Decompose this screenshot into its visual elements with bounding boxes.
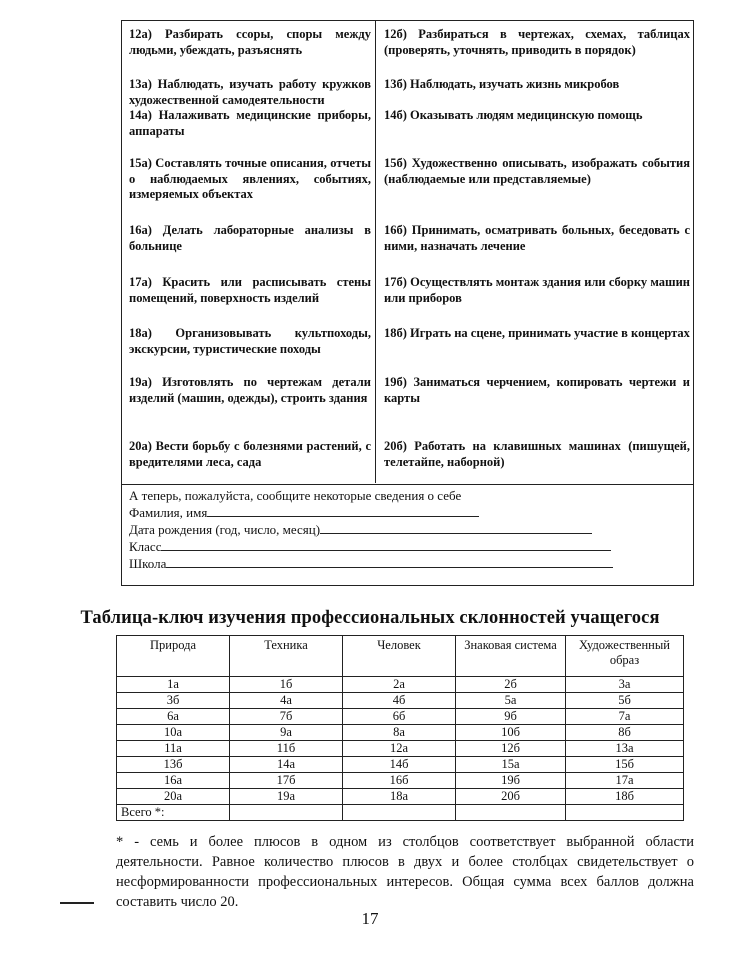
total-cell[interactable] <box>566 805 684 821</box>
header-nature: Природа <box>117 636 230 677</box>
statement-13a[interactable]: 13а) Наблюдать, изучать работу кружков художественной самодеятельности <box>129 77 371 107</box>
margin-mark <box>60 902 94 904</box>
statement-16a[interactable]: 16а) Делать лабораторные анализы в больнице <box>129 223 371 253</box>
total-label: Всего *: <box>117 805 230 821</box>
header-artistic-image: Художественный образ <box>566 636 684 677</box>
class-field[interactable] <box>161 538 611 551</box>
table-cell[interactable]: 1а <box>117 677 230 693</box>
table-cell[interactable]: 20а <box>117 789 230 805</box>
class-label: Класс <box>129 539 162 554</box>
intro-text: А теперь, пожалуйста, сообщите некоторые сведения о себе <box>129 488 462 503</box>
table-row <box>117 693 684 709</box>
table-cell[interactable]: 7а <box>566 709 684 725</box>
statement-12a[interactable]: 12а) Разбирать ссоры, споры между людьми, убеждать, разъяснять <box>129 27 371 57</box>
table-cell[interactable]: 9а <box>230 725 343 741</box>
header-technique: Техника <box>230 636 343 677</box>
table-cell[interactable]: 6б <box>343 709 456 725</box>
birth-date-label: Дата рождения (год, число, месяц) <box>129 522 321 537</box>
table-cell[interactable]: 17б <box>230 773 343 789</box>
statement-19a[interactable]: 19а) Изготовлять по чертежам детали изделий (машин, одежды), строить здания <box>129 375 371 405</box>
table-cell[interactable]: 16б <box>343 773 456 789</box>
statement-13b[interactable]: 13б) Наблюдать, изучать жизнь микробов <box>384 77 620 91</box>
table-cell[interactable]: 11б <box>230 741 343 757</box>
statement-19b[interactable]: 19б) Заниматься черчением, копировать чертежи и карты <box>384 375 690 405</box>
statement-17b[interactable]: 17б) Осуществлять монтаж здания или сборку машин или приборов <box>384 275 690 305</box>
table-cell[interactable]: 12а <box>343 741 456 757</box>
table-cell[interactable]: 14б <box>343 757 456 773</box>
table-cell[interactable]: 4б <box>343 693 456 709</box>
table-row <box>117 677 684 693</box>
table-row <box>117 789 684 805</box>
school-field[interactable] <box>166 555 613 568</box>
statement-18a[interactable]: 18а) Организовывать культпоходы, экскурсии, туристические походы <box>129 326 371 356</box>
statement-14b[interactable]: 14б) Оказывать людям медицинскую помощь <box>384 108 643 122</box>
table-cell[interactable]: 8а <box>343 725 456 741</box>
table-cell[interactable]: 5б <box>566 693 684 709</box>
statement-pairs <box>122 21 693 484</box>
table-cell[interactable]: 6а <box>117 709 230 725</box>
questionnaire-box <box>121 20 694 586</box>
table-cell[interactable]: 14а <box>230 757 343 773</box>
table-cell[interactable]: 9б <box>456 709 566 725</box>
table-row <box>117 773 684 789</box>
section-separator <box>122 484 693 485</box>
table-cell[interactable]: 13а <box>566 741 684 757</box>
name-field[interactable] <box>207 504 479 517</box>
birth-date-field[interactable] <box>320 521 592 534</box>
total-cell[interactable] <box>343 805 456 821</box>
table-cell[interactable]: 2б <box>456 677 566 693</box>
table-cell[interactable]: 17а <box>566 773 684 789</box>
statement-17a[interactable]: 17а) Красить или расписывать стены помещений, поверхность изделий <box>129 275 371 305</box>
table-cell[interactable]: 1б <box>230 677 343 693</box>
table-cell[interactable]: 11а <box>117 741 230 757</box>
table-cell[interactable]: 12б <box>456 741 566 757</box>
statement-18b[interactable]: 18б) Играть на сцене, принимать участие в концертах <box>384 326 690 340</box>
table-cell[interactable]: 10а <box>117 725 230 741</box>
statement-15a[interactable]: 15а) Составлять точные описания, отчеты о наблюдаемых явлениях, событиях, измеряемых объектах <box>129 156 371 201</box>
table-cell[interactable]: 13б <box>117 757 230 773</box>
table-cell[interactable]: 2а <box>343 677 456 693</box>
table-cell[interactable]: 19б <box>456 773 566 789</box>
table-cell[interactable]: 15а <box>456 757 566 773</box>
statement-12b[interactable]: 12б) Разбираться в чертежах, схемах, таблицах (проверять, уточнять, приводить в порядок) <box>384 27 690 57</box>
key-table <box>116 635 684 821</box>
table-cell[interactable]: 20б <box>456 789 566 805</box>
table-cell[interactable]: 8б <box>566 725 684 741</box>
personal-info-form <box>129 487 689 572</box>
table-cell[interactable]: 7б <box>230 709 343 725</box>
table-row <box>117 741 684 757</box>
name-label: Фамилия, имя <box>129 505 208 520</box>
total-cell[interactable] <box>230 805 343 821</box>
key-table-header <box>117 636 684 677</box>
table-row <box>117 757 684 773</box>
header-human: Человек <box>343 636 456 677</box>
table-cell[interactable]: 15б <box>566 757 684 773</box>
table-cell[interactable]: 18а <box>343 789 456 805</box>
total-row <box>117 805 684 821</box>
table-cell[interactable]: 18б <box>566 789 684 805</box>
statement-14a[interactable]: 14а) Налаживать медицинские приборы, аппараты <box>129 108 371 138</box>
table-row <box>117 725 684 741</box>
statement-20a[interactable]: 20а) Вести борьбу с болезнями растений, с вредителями леса, сада <box>129 439 371 469</box>
statement-15b[interactable]: 15б) Художественно описывать, изображать события (наблюдаемые или представляемые) <box>384 156 690 186</box>
table-cell[interactable]: 3б <box>117 693 230 709</box>
table-cell[interactable]: 10б <box>456 725 566 741</box>
footnote: * - семь и более плюсов в одном из столбцов соответствует выбранной области деятельности. Равное количество плюсов в двух и более столбцах свидетельствует о несформированности профессиональных интересов. Общая сумма всех баллов должна составить число 20. <box>116 834 694 910</box>
total-cell[interactable] <box>456 805 566 821</box>
statement-16b[interactable]: 16б) Принимать, осматривать больных, беседовать с ними, назначать лечение <box>384 223 690 253</box>
page-number: 17 <box>361 909 379 928</box>
column-divider <box>375 21 377 483</box>
table-cell[interactable]: 19а <box>230 789 343 805</box>
table-cell[interactable]: 3а <box>566 677 684 693</box>
table-cell[interactable]: 5а <box>456 693 566 709</box>
key-table-title: Таблица-ключ изучения профессиональных склонностей учащегося <box>80 608 660 628</box>
school-label: Школа <box>129 556 167 571</box>
table-cell[interactable]: 4а <box>230 693 343 709</box>
statement-20b[interactable]: 20б) Работать на клавишных машинах (пишущей, телетайпе, наборной) <box>384 439 690 469</box>
table-row <box>117 709 684 725</box>
header-sign-system: Знаковая система <box>456 636 566 677</box>
table-cell[interactable]: 16а <box>117 773 230 789</box>
